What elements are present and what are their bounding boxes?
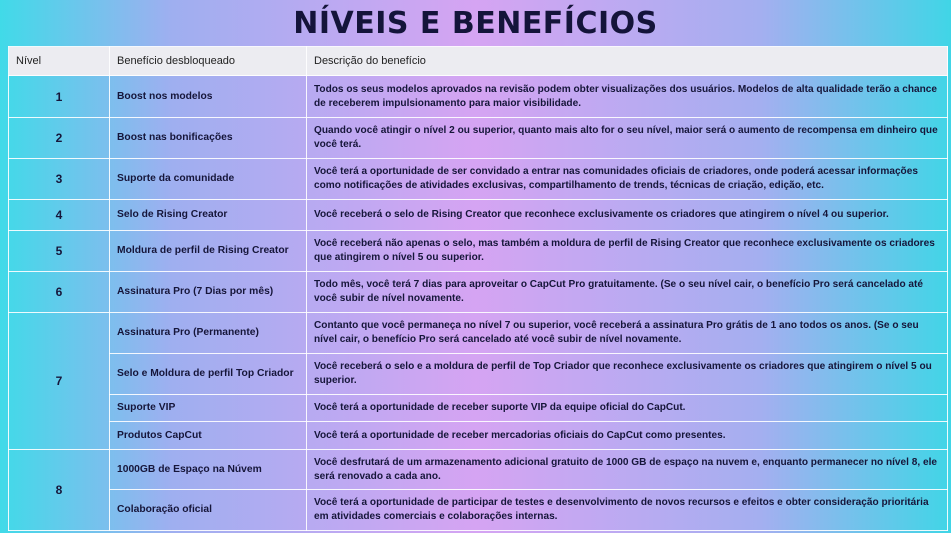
benefit-cell: Suporte VIP [110,395,307,422]
table-row [9,450,948,490]
benefit-cell: Colaboração oficial [110,490,307,531]
description-cell: Você terá a oportunidade de participar de testes e desenvolvimento de novos recursos e efeitos e obter consideração prioritária em atividades comerciais e colaborações internas. [307,490,948,531]
benefit-cell: Selo de Rising Creator [110,200,307,231]
description-cell: Você terá a oportunidade de receber mercadorias oficiais do CapCut como presentes. [307,422,948,450]
level-cell: 2 [9,118,110,159]
description-cell: Todos os seus modelos aprovados na revisão podem obter visualizações dos usuários. Modelos de alta qualidade terão a chance de receberem impulsionamento para maior visibilidade. [307,76,948,118]
description-cell: Contanto que você permaneça no nível 7 ou superior, você receberá a assinatura Pro grátis de 1 ano todos os anos. (Se o seu nível cair, o benefício Pro será cancelado até você subir de nível novamente. [307,313,948,354]
level-cell: 7 [9,313,110,450]
level-cell: 4 [9,200,110,231]
benefit-cell: Assinatura Pro (7 Dias por mês) [110,272,307,313]
description-cell: Você terá a oportunidade de ser convidado a entrar nas comunidades oficiais de criadores, onde poderá acessar informações como notificações de atividades exclusivas, compartilhamento de trends, técnicas de criação, edição, etc. [307,159,948,200]
benefit-cell: Boost nos modelos [110,76,307,118]
table-header-row [9,47,948,76]
table-row [9,272,948,313]
description-cell: Você receberá o selo e a moldura de perfil de Top Criador que reconhece exclusivamente os criadores que atingirem o nível 5 ou superior. [307,354,948,395]
description-cell: Você receberá o selo de Rising Creator que reconhece exclusivamente os criadores que atingirem o nível 4 ou superior. [307,200,948,231]
level-cell: 6 [9,272,110,313]
benefit-cell: Moldura de perfil de Rising Creator [110,231,307,272]
level-cell: 5 [9,231,110,272]
table-row [9,354,948,395]
benefit-cell: Boost nas bonificações [110,118,307,159]
level-cell: 1 [9,76,110,118]
table-row [9,76,948,118]
page-title: NÍVEIS E BENEFÍCIOS [293,6,658,41]
benefit-cell: Produtos CapCut [110,422,307,450]
benefit-cell: Assinatura Pro (Permanente) [110,313,307,354]
level-cell: 3 [9,159,110,200]
benefit-cell: Suporte da comunidade [110,159,307,200]
description-cell: Você desfrutará de um armazenamento adicional gratuito de 1000 GB de espaço na nuvem e, enquanto permanecer no nível 8, ele será renovado a cada ano. [307,450,948,490]
column-header-benefit: Benefício desbloqueado [110,47,307,76]
table-row [9,490,948,531]
table-row [9,422,948,450]
table-row [9,118,948,159]
table-row [9,159,948,200]
description-cell: Você receberá não apenas o selo, mas também a moldura de perfil de Rising Creator que reconhece exclusivamente os criadores que atingirem o nível 5 ou superior. [307,231,948,272]
level-cell: 8 [9,450,110,531]
description-cell: Você terá a oportunidade de receber suporte VIP da equipe oficial do CapCut. [307,395,948,422]
column-header-description: Descrição do benefício [307,47,948,76]
table-row [9,313,948,354]
levels-benefits-table [8,46,948,531]
benefit-cell: Selo e Moldura de perfil Top Criador [110,354,307,395]
description-cell: Quando você atingir o nível 2 ou superior, quanto mais alto for o seu nível, maior será o aumento de recompensa em dinheiro que você terá. [307,118,948,159]
table-row [9,231,948,272]
table-row [9,200,948,231]
table-row [9,395,948,422]
benefit-cell: 1000GB de Espaço na Núvem [110,450,307,490]
description-cell: Todo mês, você terá 7 dias para aproveitar o CapCut Pro gratuitamente. (Se o seu nível cair, o benefício Pro será cancelado até você subir de nível novamente. [307,272,948,313]
column-header-level: Nível [9,47,110,76]
